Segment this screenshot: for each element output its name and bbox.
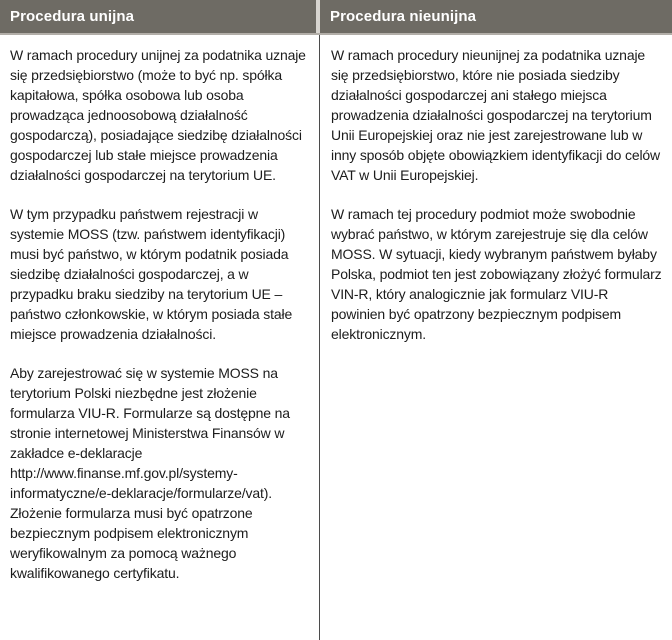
unijna-paragraph-3: Aby zarejestrować się w systemie MOSS na terytorium Polski niezbędne jest złożenie formularza VIU-R. Formularze są dostępne na stronie internetowej Ministerstwa Finansów w zakładce e-deklaracje http://www.finanse.mf.gov.pl/systemy-informatyczne/e-deklaracje/formularze/vat). Złożenie formularza musi być opatrzone bezpiecznym podpisem elektronicznym weryfikowalnym za pomocą ważnego kwalifikowanego certyfikatu. (10, 365, 290, 581)
unijna-paragraph-1: W ramach procedury unijnej za podatnika uznaje się przedsiębiorstwo (może to być np. spółka kapitałowa, spółka osobowa lub osoba prowadząca jednoosobową działalność gospodarczą), posiadające siedzibę działalności gospodarczej lub stałe miejsce prowadzenia działalności gospodarczej na terytorium UE. (10, 47, 306, 183)
header-cell-procedura-unijna: Procedura unijna (0, 0, 316, 33)
header-cell-procedura-nieunijna: Procedura nieunijna (320, 0, 672, 33)
unijna-paragraph-2: W tym przypadku państwem rejestracji w systemie MOSS (tzw. państwem identyfikacji) musi być państwo, w którym podatnik posiada siedzibę działalności gospodarczej, a w przypadku braku siedziby na terytorium UE – państwo członkowskie, w którym posiada stałe miejsce prowadzenia działalności. (10, 206, 293, 342)
nieunijna-paragraph-1: W ramach procedury nieunijnej za podatnika uznaje się przedsiębiorstwo, które nie posiada siedziby działalności gospodarczej ani stałego miejsca prowadzenia działalności gospodarczej na terytorium Unii Europejskiej oraz nie jest zarejestrowane lub w inny sposób objęte obowiązkiem identyfikacji do celów VAT w Unii Europejskiej. (331, 47, 661, 183)
table-header-row (0, 0, 672, 33)
table-body (0, 35, 672, 640)
column-procedura-nieunijna (320, 35, 672, 640)
column-procedura-unijna (0, 35, 320, 640)
nieunijna-paragraph-2: W ramach tej procedury podmiot może swobodnie wybrać państwo, w którym zarejestruje się dla celów MOSS. W sytuacji, kiedy wybranym państwem byłaby Polska, podmiot ten jest zobowiązany złożyć formularz VIN-R, który analogicznie jak formularz VIU-R powinien być opatrzony bezpiecznym podpisem elektronicznym. (331, 206, 662, 342)
